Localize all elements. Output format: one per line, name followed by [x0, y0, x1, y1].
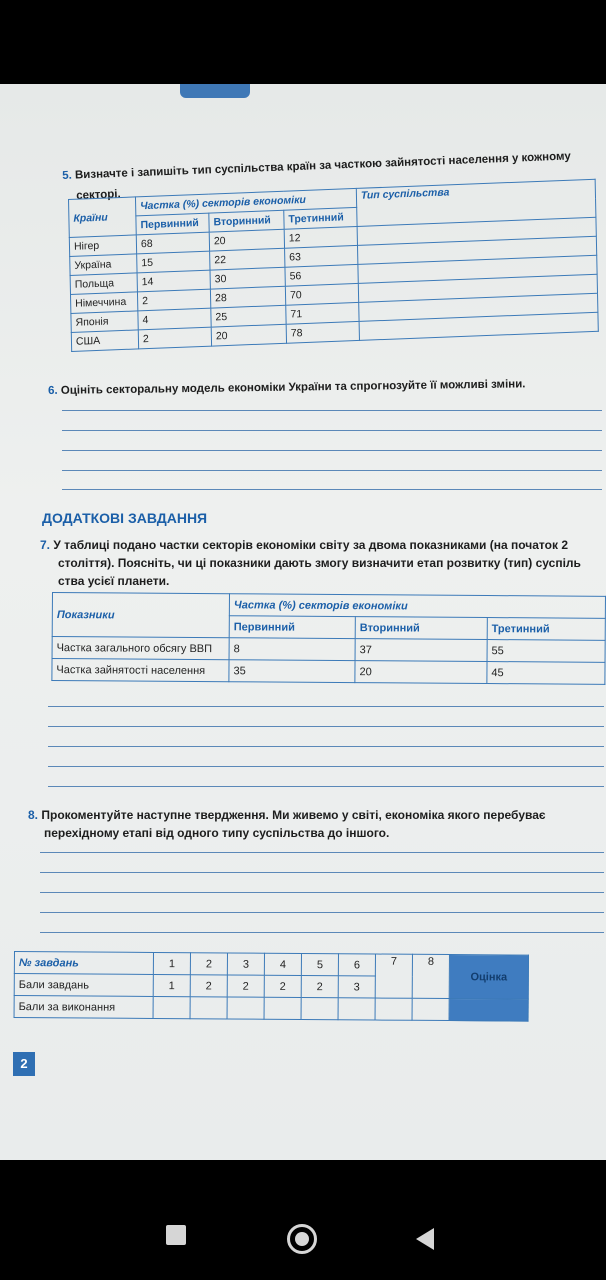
task-points: 2 — [227, 975, 264, 997]
q8-question: Прокоментуйте наступне твердження. Ми живемо у світі, економіка якого перебуває — [41, 808, 546, 822]
secondary-cell: 25 — [211, 305, 286, 327]
primary-cell: 8 — [229, 638, 355, 661]
task-points: 1 — [153, 974, 190, 996]
col-primary: Первинний — [229, 616, 355, 639]
q5-question: Визначте і запишіть тип суспільства країн за часткою зайнятості населення у кожному — [74, 150, 571, 182]
answer-line[interactable] — [40, 852, 604, 853]
scores-table — [14, 951, 529, 1022]
q7-text-line1 — [40, 538, 568, 552]
secondary-cell: 22 — [210, 248, 285, 270]
tertiary-cell: 12 — [284, 226, 357, 248]
section-title: ДОДАТКОВІ ЗАВДАННЯ — [42, 510, 208, 526]
earned-cell[interactable] — [227, 997, 264, 1019]
task-number: 8 — [412, 954, 449, 998]
table-row — [52, 659, 605, 685]
answer-line[interactable] — [62, 450, 602, 451]
secondary-cell: 20 — [209, 229, 284, 251]
q5-number: 5. — [62, 169, 73, 182]
q5-text-line1 — [62, 150, 571, 182]
col-tertiary: Третинний — [487, 618, 605, 641]
answer-line[interactable] — [40, 912, 604, 913]
q6-number: 6. — [48, 384, 58, 397]
tertiary-cell: 78 — [286, 321, 359, 343]
answer-line[interactable] — [62, 470, 602, 471]
answer-line[interactable] — [40, 932, 604, 933]
q7-text-line2: століття). Поясніть, чи ці показники дають змогу визначити етап розвитку (тип) суспіль — [58, 556, 581, 570]
q8-text-line2: перехідному етапі від одного типу суспільства до іншого. — [44, 826, 390, 840]
country-cell: США — [71, 330, 138, 352]
primary-cell: 4 — [138, 308, 211, 330]
header-type: Тип суспільства — [356, 179, 596, 226]
q7-question: У таблиці подано частки секторів економіки світу за двома показниками (на початок 2 — [53, 538, 568, 552]
secondary-cell: 30 — [210, 267, 285, 289]
home-icon[interactable] — [287, 1224, 317, 1254]
task-points: 2 — [264, 975, 301, 997]
earned-cell[interactable] — [264, 997, 301, 1019]
task-number: 6 — [338, 954, 375, 976]
answer-line[interactable] — [48, 726, 604, 727]
answer-line[interactable] — [40, 872, 604, 873]
header-share: Частка (%) секторів економіки — [135, 188, 356, 215]
tasks-number-label: № завдань — [14, 952, 153, 975]
tertiary-cell: 56 — [285, 264, 358, 286]
secondary-cell: 20 — [355, 661, 487, 684]
answer-line[interactable] — [62, 430, 602, 431]
earned-cell[interactable] — [190, 997, 227, 1019]
task-number: 1 — [153, 952, 190, 974]
indicator-cell: Частка загального обсягу ВВП — [52, 637, 229, 660]
answer-line[interactable] — [48, 766, 604, 767]
earned-cell[interactable] — [301, 998, 338, 1020]
android-nav-bar — [0, 1160, 606, 1280]
primary-cell: 2 — [137, 289, 210, 311]
primary-cell: 15 — [137, 251, 210, 273]
task-number: 5 — [301, 954, 338, 976]
col-tertiary: Третинний — [284, 207, 357, 229]
header-indicators: Показники — [52, 593, 229, 638]
page-number: 2 — [13, 1052, 35, 1076]
indicator-cell: Частка зайнятості населення — [52, 659, 229, 682]
q5-text-line2: секторі. — [76, 188, 121, 202]
task-number: 4 — [264, 953, 301, 975]
primary-cell: 2 — [138, 327, 211, 349]
task-number: 7 — [375, 954, 412, 998]
header-countries: Країни — [69, 197, 137, 238]
q8-text-line1 — [28, 808, 546, 822]
country-cell: Німеччина — [70, 292, 137, 314]
q6-question: Оцініть секторальну модель економіки України та спрогнозуйте її можливі зміни. — [60, 378, 526, 397]
q7-number: 7. — [40, 538, 51, 552]
tertiary-cell: 55 — [487, 640, 605, 663]
primary-cell: 68 — [136, 232, 209, 254]
q5-table — [68, 179, 599, 352]
answer-line[interactable] — [62, 489, 602, 490]
header-share: Частка (%) секторів економіки — [229, 594, 605, 619]
country-cell: Україна — [70, 254, 137, 276]
back-icon[interactable] — [416, 1228, 434, 1250]
grade-cell[interactable] — [449, 999, 528, 1022]
earned-cell[interactable] — [375, 998, 412, 1020]
earned-cell[interactable] — [338, 998, 375, 1020]
country-cell: Японія — [71, 311, 138, 333]
task-points: 3 — [338, 976, 375, 998]
country-cell: Нігер — [69, 235, 136, 257]
task-number: 2 — [190, 953, 227, 975]
earned-cell[interactable] — [153, 996, 190, 1018]
earned-points-label: Бали за виконання — [14, 996, 153, 1019]
tertiary-cell: 71 — [286, 302, 359, 324]
secondary-cell: 28 — [210, 286, 285, 308]
answer-line[interactable] — [48, 706, 604, 707]
q7-table — [51, 592, 606, 685]
task-points-label: Бали завдань — [14, 974, 153, 997]
earned-cell[interactable] — [412, 998, 449, 1020]
tertiary-cell: 45 — [487, 662, 605, 685]
grade-label: Оцінка — [449, 955, 528, 1000]
col-primary: Первинний — [136, 213, 209, 235]
task-number: 3 — [227, 953, 264, 975]
country-cell: Польща — [70, 273, 137, 295]
task-points: 2 — [301, 976, 338, 998]
task-points: 2 — [190, 975, 227, 997]
answer-line[interactable] — [40, 892, 604, 893]
secondary-cell: 20 — [211, 324, 286, 346]
secondary-cell: 37 — [355, 639, 487, 662]
col-secondary: Вторинний — [209, 210, 284, 232]
tertiary-cell: 70 — [285, 283, 358, 305]
q7-text-line3: ства усієї планети. — [58, 574, 170, 588]
recents-icon[interactable] — [166, 1225, 186, 1245]
primary-cell: 35 — [229, 660, 355, 683]
q6-text — [48, 378, 526, 397]
answer-line[interactable] — [48, 786, 604, 787]
primary-cell: 14 — [137, 270, 210, 292]
col-secondary: Вторинний — [355, 617, 487, 640]
tertiary-cell: 63 — [285, 245, 358, 267]
answer-line[interactable] — [62, 410, 602, 411]
q8-number: 8. — [28, 808, 39, 822]
answer-line[interactable] — [48, 746, 604, 747]
